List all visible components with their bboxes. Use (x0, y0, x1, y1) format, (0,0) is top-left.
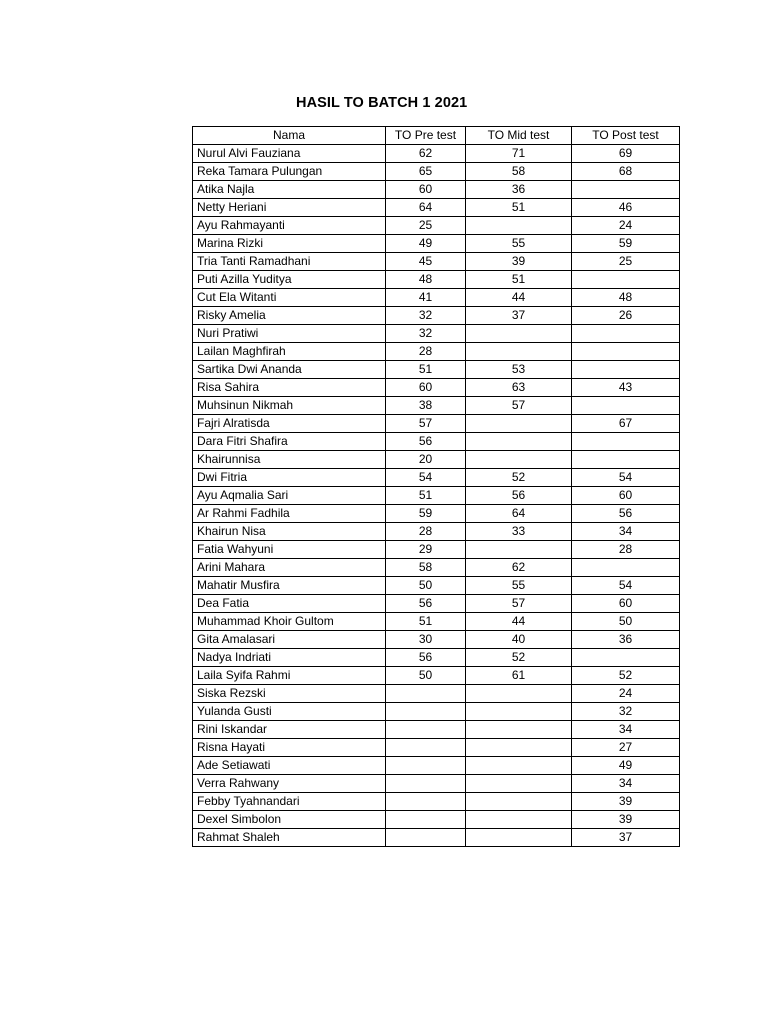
table-row (193, 361, 680, 379)
mid-test-cell: 52 (466, 469, 572, 487)
table-row (193, 199, 680, 217)
name-cell: Dara Fitri Shafira (193, 433, 386, 451)
pre-test-cell: 57 (386, 415, 466, 433)
table-row (193, 253, 680, 271)
table-row (193, 577, 680, 595)
post-test-cell: 50 (572, 613, 680, 631)
table-row (193, 145, 680, 163)
table-row (193, 595, 680, 613)
table-row (193, 721, 680, 739)
pre-test-cell: 20 (386, 451, 466, 469)
post-test-cell: 26 (572, 307, 680, 325)
pre-test-cell: 58 (386, 559, 466, 577)
name-cell: Ayu Aqmalia Sari (193, 487, 386, 505)
table-row (193, 325, 680, 343)
name-cell: Atika Najla (193, 181, 386, 199)
pre-test-cell: 62 (386, 145, 466, 163)
mid-test-cell: 33 (466, 523, 572, 541)
table-row (193, 613, 680, 631)
name-cell: Ar Rahmi Fadhila (193, 505, 386, 523)
name-cell: Fatia Wahyuni (193, 541, 386, 559)
pre-test-cell: 45 (386, 253, 466, 271)
post-test-cell: 54 (572, 577, 680, 595)
table-row (193, 757, 680, 775)
pre-test-cell: 32 (386, 307, 466, 325)
pre-test-cell: 51 (386, 487, 466, 505)
post-test-cell: 24 (572, 217, 680, 235)
pre-test-cell: 25 (386, 217, 466, 235)
table-row (193, 217, 680, 235)
mid-test-cell (466, 685, 572, 703)
table-row (193, 433, 680, 451)
name-cell: Siska Rezski (193, 685, 386, 703)
mid-test-cell (466, 343, 572, 361)
mid-test-cell: 64 (466, 505, 572, 523)
name-cell: Dwi Fitria (193, 469, 386, 487)
pre-test-cell (386, 703, 466, 721)
table-row (193, 397, 680, 415)
post-test-cell: 59 (572, 235, 680, 253)
mid-test-cell: 36 (466, 181, 572, 199)
post-test-cell: 67 (572, 415, 680, 433)
name-cell: Dea Fatia (193, 595, 386, 613)
name-cell: Marina Rizki (193, 235, 386, 253)
table-row (193, 649, 680, 667)
post-test-cell (572, 397, 680, 415)
pre-test-cell: 50 (386, 577, 466, 595)
header-nama: Nama (193, 127, 386, 145)
pre-test-cell: 30 (386, 631, 466, 649)
name-cell: Fajri Alratisda (193, 415, 386, 433)
table-row (193, 181, 680, 199)
mid-test-cell: 61 (466, 667, 572, 685)
name-cell: Gita Amalasari (193, 631, 386, 649)
table-row (193, 739, 680, 757)
pre-test-cell (386, 829, 466, 847)
pre-test-cell: 38 (386, 397, 466, 415)
mid-test-cell: 44 (466, 613, 572, 631)
name-cell: Laila Syifa Rahmi (193, 667, 386, 685)
post-test-cell: 37 (572, 829, 680, 847)
post-test-cell: 52 (572, 667, 680, 685)
mid-test-cell (466, 541, 572, 559)
table-row (193, 487, 680, 505)
name-cell: Tria Tanti Ramadhani (193, 253, 386, 271)
mid-test-cell: 57 (466, 595, 572, 613)
name-cell: Verra Rahwany (193, 775, 386, 793)
header-post-test: TO Post test (572, 127, 680, 145)
header-mid-test: TO Mid test (466, 127, 572, 145)
pre-test-cell: 56 (386, 433, 466, 451)
mid-test-cell (466, 739, 572, 757)
pre-test-cell: 64 (386, 199, 466, 217)
post-test-cell: 56 (572, 505, 680, 523)
mid-test-cell (466, 217, 572, 235)
mid-test-cell (466, 757, 572, 775)
mid-test-cell (466, 811, 572, 829)
table-row (193, 631, 680, 649)
post-test-cell (572, 361, 680, 379)
mid-test-cell: 40 (466, 631, 572, 649)
name-cell: Dexel Simbolon (193, 811, 386, 829)
mid-test-cell: 55 (466, 235, 572, 253)
pre-test-cell: 56 (386, 649, 466, 667)
post-test-cell: 60 (572, 487, 680, 505)
name-cell: Muhsinun Nikmah (193, 397, 386, 415)
pre-test-cell: 60 (386, 181, 466, 199)
header-row (193, 127, 680, 145)
mid-test-cell: 57 (466, 397, 572, 415)
pre-test-cell (386, 685, 466, 703)
pre-test-cell: 28 (386, 343, 466, 361)
table-row (193, 559, 680, 577)
table-row (193, 289, 680, 307)
post-test-cell: 34 (572, 721, 680, 739)
name-cell: Nadya Indriati (193, 649, 386, 667)
pre-test-cell (386, 811, 466, 829)
table-body (193, 145, 680, 847)
post-test-cell: 25 (572, 253, 680, 271)
mid-test-cell (466, 829, 572, 847)
pre-test-cell: 29 (386, 541, 466, 559)
mid-test-cell: 55 (466, 577, 572, 595)
post-test-cell (572, 433, 680, 451)
mid-test-cell: 71 (466, 145, 572, 163)
name-cell: Yulanda Gusti (193, 703, 386, 721)
table-row (193, 775, 680, 793)
post-test-cell (572, 559, 680, 577)
table-row (193, 811, 680, 829)
post-test-cell: 48 (572, 289, 680, 307)
table-row (193, 343, 680, 361)
mid-test-cell (466, 793, 572, 811)
post-test-cell (572, 271, 680, 289)
header-pre-test: TO Pre test (386, 127, 466, 145)
table-row (193, 415, 680, 433)
mid-test-cell: 51 (466, 271, 572, 289)
table-row (193, 235, 680, 253)
name-cell: Risna Hayati (193, 739, 386, 757)
table-row (193, 307, 680, 325)
post-test-cell: 43 (572, 379, 680, 397)
pre-test-cell: 32 (386, 325, 466, 343)
pre-test-cell (386, 739, 466, 757)
pre-test-cell: 50 (386, 667, 466, 685)
mid-test-cell: 63 (466, 379, 572, 397)
table-row (193, 523, 680, 541)
pre-test-cell (386, 757, 466, 775)
post-test-cell: 34 (572, 775, 680, 793)
pre-test-cell: 65 (386, 163, 466, 181)
post-test-cell: 32 (572, 703, 680, 721)
mid-test-cell (466, 451, 572, 469)
post-test-cell: 69 (572, 145, 680, 163)
pre-test-cell: 28 (386, 523, 466, 541)
table-row (193, 685, 680, 703)
mid-test-cell: 58 (466, 163, 572, 181)
pre-test-cell: 41 (386, 289, 466, 307)
post-test-cell: 27 (572, 739, 680, 757)
pre-test-cell (386, 793, 466, 811)
name-cell: Risky Amelia (193, 307, 386, 325)
table-row (193, 829, 680, 847)
name-cell: Arini Mahara (193, 559, 386, 577)
pre-test-cell: 48 (386, 271, 466, 289)
name-cell: Ade Setiawati (193, 757, 386, 775)
post-test-cell: 68 (572, 163, 680, 181)
name-cell: Reka Tamara Pulungan (193, 163, 386, 181)
name-cell: Risa Sahira (193, 379, 386, 397)
pre-test-cell: 59 (386, 505, 466, 523)
table-row (193, 469, 680, 487)
post-test-cell (572, 343, 680, 361)
post-test-cell (572, 451, 680, 469)
page-title: HASIL TO BATCH 1 2021 (296, 95, 468, 111)
mid-test-cell: 52 (466, 649, 572, 667)
pre-test-cell: 54 (386, 469, 466, 487)
post-test-cell: 28 (572, 541, 680, 559)
post-test-cell: 39 (572, 811, 680, 829)
name-cell: Febby Tyahnandari (193, 793, 386, 811)
name-cell: Puti Azilla Yuditya (193, 271, 386, 289)
table-row (193, 793, 680, 811)
mid-test-cell (466, 325, 572, 343)
post-test-cell: 36 (572, 631, 680, 649)
mid-test-cell: 39 (466, 253, 572, 271)
pre-test-cell (386, 775, 466, 793)
mid-test-cell: 44 (466, 289, 572, 307)
table-row (193, 505, 680, 523)
mid-test-cell: 56 (466, 487, 572, 505)
name-cell: Mahatir Musfira (193, 577, 386, 595)
mid-test-cell: 51 (466, 199, 572, 217)
mid-test-cell (466, 775, 572, 793)
table-row (193, 451, 680, 469)
pre-test-cell: 51 (386, 613, 466, 631)
name-cell: Nurul Alvi Fauziana (193, 145, 386, 163)
table-row (193, 271, 680, 289)
mid-test-cell (466, 721, 572, 739)
post-test-cell: 39 (572, 793, 680, 811)
name-cell: Khairunnisa (193, 451, 386, 469)
post-test-cell (572, 649, 680, 667)
mid-test-cell (466, 415, 572, 433)
table-row (193, 541, 680, 559)
post-test-cell: 34 (572, 523, 680, 541)
pre-test-cell: 60 (386, 379, 466, 397)
name-cell: Netty Heriani (193, 199, 386, 217)
name-cell: Sartika Dwi Ananda (193, 361, 386, 379)
pre-test-cell (386, 721, 466, 739)
mid-test-cell: 37 (466, 307, 572, 325)
table-row (193, 163, 680, 181)
mid-test-cell (466, 703, 572, 721)
name-cell: Ayu Rahmayanti (193, 217, 386, 235)
post-test-cell: 60 (572, 595, 680, 613)
name-cell: Nuri Pratiwi (193, 325, 386, 343)
pre-test-cell: 49 (386, 235, 466, 253)
post-test-cell: 46 (572, 199, 680, 217)
post-test-cell: 24 (572, 685, 680, 703)
table-header (193, 127, 680, 145)
pre-test-cell: 56 (386, 595, 466, 613)
results-table (192, 126, 680, 847)
post-test-cell (572, 181, 680, 199)
name-cell: Muhammad Khoir Gultom (193, 613, 386, 631)
post-test-cell: 54 (572, 469, 680, 487)
mid-test-cell: 53 (466, 361, 572, 379)
name-cell: Rini Iskandar (193, 721, 386, 739)
name-cell: Lailan Maghfirah (193, 343, 386, 361)
table-row (193, 703, 680, 721)
name-cell: Cut Ela Witanti (193, 289, 386, 307)
table-row (193, 379, 680, 397)
name-cell: Khairun Nisa (193, 523, 386, 541)
mid-test-cell (466, 433, 572, 451)
name-cell: Rahmat Shaleh (193, 829, 386, 847)
post-test-cell: 49 (572, 757, 680, 775)
pre-test-cell: 51 (386, 361, 466, 379)
table-row (193, 667, 680, 685)
post-test-cell (572, 325, 680, 343)
mid-test-cell: 62 (466, 559, 572, 577)
